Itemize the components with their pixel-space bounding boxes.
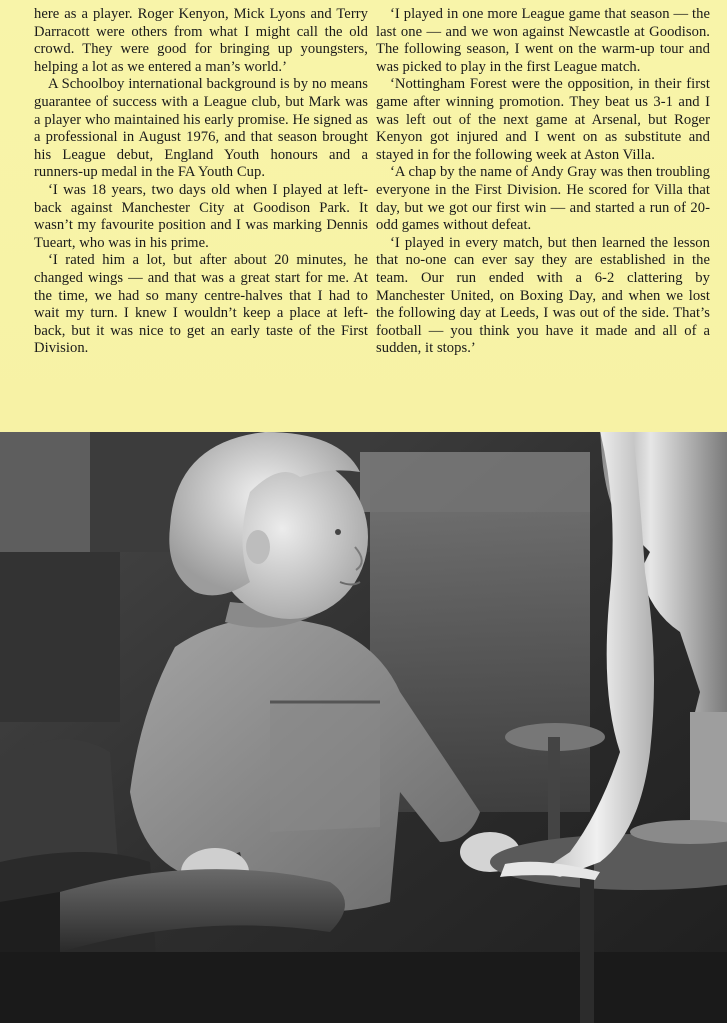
article-text xyxy=(0,0,727,430)
paragraph: here as a player. Roger Kenyon, Mick Lyons and Terry Darracott were others from what I might call the old crowd. They were good for bringing up youngsters, helping a lot as we entered a man’s world.’ xyxy=(34,6,368,75)
paragraph: ‘A chap by the name of Andy Gray was then troubling everyone in the First Division. He scored for Villa that day, but we got our first win — and started a run of 20-odd games without defeat. xyxy=(376,164,710,234)
paragraph: ‘I played in one more League game that season — the last one — and we won against Newcastle at Goodison. The following season, I went on the warm-up tour and was picked to play in the first League match. xyxy=(376,6,710,75)
paragraph: A Schoolboy international background is by no means guarantee of success with a League club, but Mark was a player who maintained his early promise. He signed as a professional in August 1976, and that season brought his League debut, England Youth honours and a runners-up medal in the FA Youth Cup. xyxy=(34,76,368,181)
left-column xyxy=(34,6,368,358)
paragraph: ‘I played in every match, but then learned the lesson that no-one can ever say they are established in the team. Our run ended with a 6-2 clattering by Manchester United, on Boxing Day, and when we lost the following day at Leeds, I was out of the side. That’s football — you think you have it made and all of a sudden, it stops.’ xyxy=(376,234,710,357)
paragraph: ‘I was 18 years, two days old when I played at left-back against Manchester City at Goodison Park. It wasn’t my favourite position and I was marking Dennis Tueart, who was in his prime. xyxy=(34,181,368,251)
paragraph: ‘I rated him a lot, but after about 20 minutes, he changed wings — and that was a great start for me. At the time, we had so many centre-halves that I had to wait my turn. I knew I wouldn’t keep a place at left-back, but it was nice to get an early taste of the First Division. xyxy=(34,252,368,357)
paragraph: ‘Nottingham Forest were the opposition, in their first game after winning promotion. They beat us 3-1 and I was left out of the next game at Arsenal, but Roger Kenyon got injured and I went on as substitute and stayed in for the following week at Aston Villa. xyxy=(376,76,710,163)
photograph-child-with-trophy xyxy=(0,432,727,1023)
right-column xyxy=(376,6,710,358)
